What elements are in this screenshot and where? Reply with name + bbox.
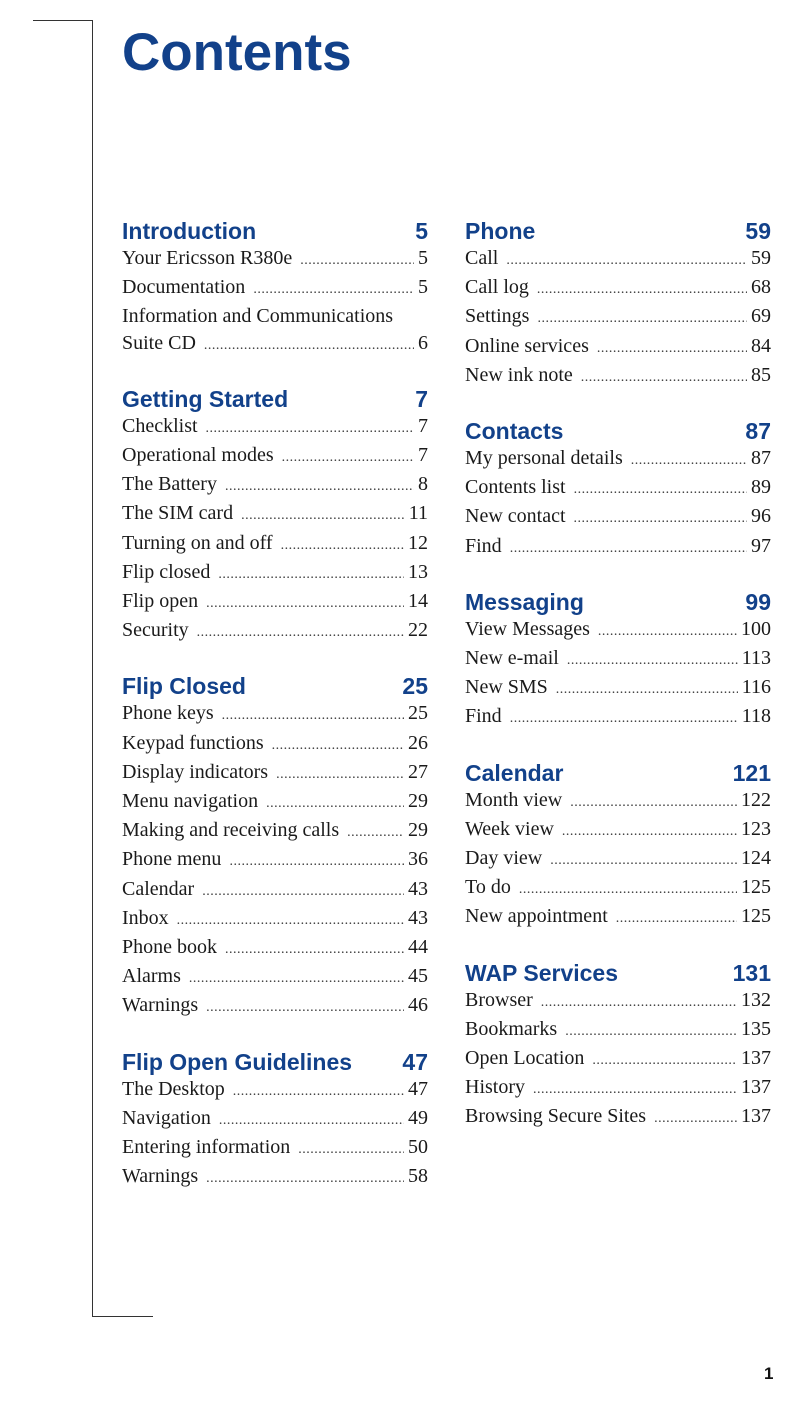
section-heading[interactable] xyxy=(465,218,771,245)
dot-leader xyxy=(225,937,404,963)
dot-leader xyxy=(219,1108,404,1134)
toc-entry-documentation[interactable] xyxy=(122,274,428,303)
toc-entry-page: 43 xyxy=(408,877,428,900)
dot-leader xyxy=(533,1077,737,1103)
toc-entry-page: 26 xyxy=(408,731,428,754)
toc-entry-display-indicators[interactable] xyxy=(122,759,428,788)
dot-leader xyxy=(616,906,737,932)
section-heading[interactable] xyxy=(122,386,428,413)
section-heading[interactable] xyxy=(465,760,771,787)
dot-leader xyxy=(222,703,404,729)
dot-leader xyxy=(581,365,747,391)
toc-entry-settings[interactable] xyxy=(465,303,771,332)
dot-leader xyxy=(510,536,747,562)
dot-leader xyxy=(537,277,747,303)
toc-entry-the-sim-card[interactable] xyxy=(122,500,428,529)
toc-entry-flip-open[interactable] xyxy=(122,588,428,617)
frame-top-line xyxy=(33,20,93,21)
toc-entry-security[interactable] xyxy=(122,617,428,646)
toc-entry-label: Phone book xyxy=(122,936,217,959)
section-page: 47 xyxy=(402,1048,428,1075)
toc-entry-page: 45 xyxy=(408,965,428,988)
toc-entry-label: New SMS xyxy=(465,676,548,699)
dot-leader xyxy=(272,733,404,759)
dot-leader xyxy=(537,306,747,332)
dot-leader xyxy=(202,879,404,905)
toc-entry-label: Warnings xyxy=(122,1165,199,1188)
toc-entry-page: 137 xyxy=(741,1076,771,1099)
section-title: Phone xyxy=(465,218,536,244)
toc-entry-new-appointment[interactable] xyxy=(465,903,771,932)
section-page: 99 xyxy=(745,588,771,615)
dot-leader xyxy=(206,995,404,1021)
toc-entry-page: 68 xyxy=(751,276,771,299)
dot-leader xyxy=(253,277,414,303)
toc-entry-page: 49 xyxy=(408,1106,428,1129)
toc-entry-label: To do xyxy=(465,876,511,899)
toc-entry-the-desktop[interactable] xyxy=(122,1076,428,1105)
toc-entry-page: 135 xyxy=(741,1017,771,1040)
toc-entry-page: 122 xyxy=(741,788,771,811)
toc-entry-label: Settings xyxy=(465,305,530,328)
section-heading[interactable] xyxy=(122,1049,428,1076)
toc-entry-page: 25 xyxy=(408,702,428,725)
toc-entry-label: New appointment xyxy=(465,905,608,928)
toc-entry-label: The Battery xyxy=(122,473,217,496)
section-title: WAP Services xyxy=(465,959,619,986)
section-title: Flip Open Guidelines xyxy=(122,1048,353,1075)
toc-entry-browsing-secure-sites[interactable] xyxy=(465,1103,771,1132)
section-page: 59 xyxy=(745,218,771,244)
section-title: Getting Started xyxy=(122,385,289,412)
toc-entry-page: 118 xyxy=(741,705,771,728)
section-page: 121 xyxy=(732,759,771,786)
toc-entry-history[interactable] xyxy=(465,1074,771,1103)
toc-entry-label: Display indicators xyxy=(122,760,269,783)
toc-section-phone xyxy=(465,218,771,391)
toc-entry-navigation[interactable] xyxy=(122,1105,428,1134)
toc-entry-label: Alarms xyxy=(122,965,181,988)
toc-entry-label: Navigation xyxy=(122,1106,211,1129)
toc-section-wap-services xyxy=(465,960,771,1133)
toc-entry-label: Find xyxy=(465,534,502,557)
toc-entry-page: 85 xyxy=(751,363,771,386)
toc-section-flip-open-guidelines xyxy=(122,1049,428,1193)
toc-entry-label: Your Ericsson R380e xyxy=(122,247,293,269)
toc-entry-call[interactable] xyxy=(465,245,771,274)
toc-entry-label: New contact xyxy=(465,505,566,528)
toc-entry-new-sms[interactable] xyxy=(465,674,771,703)
toc-entry-label: View Messages xyxy=(465,617,590,640)
toc-entry-find[interactable] xyxy=(465,703,771,732)
toc-entry-page: 100 xyxy=(741,617,771,640)
dot-leader xyxy=(300,248,414,274)
toc-entry-label: Open Location xyxy=(465,1047,585,1070)
toc-entry-wrapped-line[interactable]: Information and Communications xyxy=(122,305,394,328)
dot-leader xyxy=(565,1019,737,1045)
toc-entry-label: Flip closed xyxy=(122,560,211,583)
dot-leader xyxy=(233,1079,404,1105)
toc-entry-inbox[interactable] xyxy=(122,905,428,934)
toc-entry-label: New e-mail xyxy=(465,647,559,670)
toc-section-introduction xyxy=(122,218,428,359)
toc-entry-checklist[interactable] xyxy=(122,413,428,442)
frame-bottom-line xyxy=(92,1316,153,1317)
toc-section-contacts xyxy=(465,418,771,562)
toc-entry-label: Month view xyxy=(465,788,563,811)
toc-entry-label: Week view xyxy=(465,817,554,840)
section-heading[interactable] xyxy=(465,960,771,987)
toc-section-flip-closed xyxy=(122,673,428,1021)
toc-entry-label: Call log xyxy=(465,276,529,299)
toc-entry-label: Phone keys xyxy=(122,702,214,725)
toc-entry-label: History xyxy=(465,1076,525,1099)
toc-entry-page: 12 xyxy=(408,531,428,554)
toc-entry-page: 50 xyxy=(408,1136,428,1159)
dot-leader xyxy=(225,474,414,500)
dot-leader xyxy=(506,248,747,274)
toc-entry-label: Making and receiving calls xyxy=(122,819,340,842)
dot-leader xyxy=(562,819,737,845)
dot-leader xyxy=(218,562,404,588)
toc-entry-label: Warnings xyxy=(122,994,199,1017)
dot-leader xyxy=(282,445,414,471)
section-page: 131 xyxy=(732,959,771,986)
section-page: 7 xyxy=(415,385,428,412)
toc-right-column xyxy=(465,218,771,1160)
toc-entry-browser[interactable] xyxy=(465,987,771,1016)
toc-entry-page: 69 xyxy=(751,305,771,328)
toc-entry-page: 96 xyxy=(751,505,771,528)
toc-entry-page: 89 xyxy=(751,476,771,499)
dot-leader xyxy=(298,1137,404,1163)
toc-entry-page: 22 xyxy=(408,619,428,642)
toc-entry-page: 59 xyxy=(751,247,771,269)
dot-leader xyxy=(550,848,737,874)
toc-entry-label: Entering information xyxy=(122,1136,291,1159)
section-heading[interactable] xyxy=(122,673,428,700)
toc-entry-your-ericsson-r380e[interactable] xyxy=(122,245,428,274)
toc-entry-label: Turning on and off xyxy=(122,531,273,554)
toc-entry-page: 14 xyxy=(408,590,428,613)
toc-entry-calendar[interactable] xyxy=(122,876,428,905)
toc-entry-page: 7 xyxy=(418,414,428,437)
toc-left-column xyxy=(122,218,428,1219)
toc-entry-page: 44 xyxy=(408,936,428,959)
section-heading[interactable] xyxy=(465,589,771,616)
toc-entry-page: 6 xyxy=(418,331,428,354)
toc-entry-page: 123 xyxy=(741,817,771,840)
dot-leader xyxy=(177,908,404,934)
toc-entry-page: 137 xyxy=(741,1105,771,1128)
dot-leader xyxy=(570,790,737,816)
toc-entry-page: 43 xyxy=(408,906,428,929)
dot-leader xyxy=(206,416,414,442)
section-title: Calendar xyxy=(465,759,564,786)
toc-entry-label: Suite CD xyxy=(122,331,196,354)
toc-entry-bookmarks[interactable] xyxy=(465,1016,771,1045)
toc-entry-phone-book[interactable] xyxy=(122,934,428,963)
toc-entry-call-log[interactable] xyxy=(465,274,771,303)
toc-entry-page: 29 xyxy=(408,819,428,842)
toc-entry-alarms[interactable] xyxy=(122,963,428,992)
toc-entry-page: 116 xyxy=(741,676,771,699)
toc-entry-page: 8 xyxy=(418,473,428,496)
toc-entry-entering-information[interactable] xyxy=(122,1134,428,1163)
toc-entry-page: 7 xyxy=(418,444,428,467)
toc-entry-warnings[interactable] xyxy=(122,992,428,1021)
toc-entry-keypad-functions[interactable] xyxy=(122,730,428,759)
toc-entry-label: Online services xyxy=(465,334,589,357)
dot-leader xyxy=(567,648,738,674)
toc-entry-page: 36 xyxy=(408,848,428,871)
toc-entry-page: 87 xyxy=(751,447,771,470)
toc-entry-label: Browser xyxy=(465,988,533,1011)
dot-leader xyxy=(266,791,404,817)
dot-leader xyxy=(597,336,747,362)
dot-leader xyxy=(197,620,404,646)
toc-entry-day-view[interactable] xyxy=(465,845,771,874)
toc-entry-label: Menu navigation xyxy=(122,790,259,813)
section-title: Contacts xyxy=(465,418,564,445)
dot-leader xyxy=(204,333,414,359)
toc-entry-to-do[interactable] xyxy=(465,874,771,903)
page-title: Contents xyxy=(122,23,352,82)
toc-section-getting-started xyxy=(122,386,428,647)
dot-leader xyxy=(276,762,404,788)
toc-entry-page: 13 xyxy=(408,560,428,583)
section-page: 5 xyxy=(415,218,428,244)
toc-entry-label: Keypad functions xyxy=(122,731,264,754)
toc-entry-page: 46 xyxy=(408,994,428,1017)
toc-entry-label: Day view xyxy=(465,847,543,870)
section-title: Messaging xyxy=(465,588,584,615)
toc-entry-label: New ink note xyxy=(465,363,573,386)
toc-entry-turning-on-and-off[interactable] xyxy=(122,530,428,559)
toc-entry-my-personal-details[interactable] xyxy=(465,445,771,474)
toc-entry-page: 11 xyxy=(408,502,428,525)
toc-entry-label: Phone menu xyxy=(122,848,222,871)
toc-entry-page: 137 xyxy=(741,1047,771,1070)
toc-entry-label: Security xyxy=(122,619,189,642)
dot-leader xyxy=(281,533,404,559)
frame-vertical-line xyxy=(92,20,93,1317)
toc-entry-page: 124 xyxy=(741,847,771,870)
toc-entry-month-view[interactable] xyxy=(465,787,771,816)
toc-entry-page: 113 xyxy=(741,647,771,670)
toc-entry-view-messages[interactable] xyxy=(465,616,771,645)
toc-entry-warnings[interactable] xyxy=(122,1163,428,1192)
dot-leader xyxy=(189,966,404,992)
toc-entry-label: The Desktop xyxy=(122,1077,225,1100)
toc-entry-label: Bookmarks xyxy=(465,1017,558,1040)
toc-entry-page: 125 xyxy=(741,905,771,928)
toc-entry-label: Inbox xyxy=(122,906,169,929)
toc-entry-label: Operational modes xyxy=(122,444,274,467)
toc-entry-week-view[interactable] xyxy=(465,816,771,845)
toc-entry-label: The SIM card xyxy=(122,502,234,525)
toc-entry-making-and-receiving-calls[interactable] xyxy=(122,817,428,846)
toc-entry-page: 27 xyxy=(408,760,428,783)
section-heading[interactable] xyxy=(465,418,771,445)
dot-leader xyxy=(631,448,747,474)
toc-entry-page: 58 xyxy=(408,1165,428,1188)
toc-entry-page: 29 xyxy=(408,790,428,813)
toc-section-calendar xyxy=(465,760,771,933)
dot-leader xyxy=(229,849,404,875)
toc-entry-operational-modes[interactable] xyxy=(122,442,428,471)
toc-entry-online-services[interactable] xyxy=(465,333,771,362)
dot-leader xyxy=(592,1048,737,1074)
section-title: Flip Closed xyxy=(122,673,246,700)
toc-entry-label: Calendar xyxy=(122,877,195,900)
toc-entry-find[interactable] xyxy=(465,533,771,562)
toc-entry-page: 84 xyxy=(751,334,771,357)
toc-entry-flip-closed[interactable] xyxy=(122,559,428,588)
toc-entry-page: 47 xyxy=(408,1077,428,1100)
toc-entry-label: Call xyxy=(465,247,499,269)
toc-entry-open-location[interactable] xyxy=(465,1045,771,1074)
toc-entry-label: Find xyxy=(465,705,502,728)
toc-entry-menu-navigation[interactable] xyxy=(122,788,428,817)
toc-entry-page: 132 xyxy=(741,988,771,1011)
dot-leader xyxy=(519,877,737,903)
dot-leader xyxy=(574,477,747,503)
toc-entry-contents-list[interactable] xyxy=(465,474,771,503)
toc-entry-label: Checklist xyxy=(122,414,198,437)
toc-entry-new-contact[interactable] xyxy=(465,503,771,532)
dot-leader xyxy=(347,820,404,846)
dot-leader xyxy=(510,706,738,732)
section-heading[interactable] xyxy=(122,218,428,245)
toc-entry-page: 5 xyxy=(418,247,428,269)
dot-leader xyxy=(206,591,404,617)
toc-entry-label: Browsing Secure Sites xyxy=(465,1105,647,1128)
dot-leader xyxy=(206,1166,404,1192)
toc-entry-label: Documentation xyxy=(122,276,246,299)
toc-entry-phone-menu[interactable] xyxy=(122,846,428,875)
toc-entry-phone-keys[interactable] xyxy=(122,700,428,729)
section-title: Introduction xyxy=(122,218,257,244)
toc-entry-page: 5 xyxy=(418,276,428,299)
dot-leader xyxy=(574,506,747,532)
section-page: 87 xyxy=(745,418,771,445)
toc-entry-label: Flip open xyxy=(122,590,199,613)
toc-entry-new-e-mail[interactable] xyxy=(465,645,771,674)
dot-leader xyxy=(541,990,737,1016)
page-number: 1 xyxy=(764,1364,774,1383)
toc-section-messaging xyxy=(465,589,771,733)
toc-entry-page: 97 xyxy=(751,534,771,557)
dot-leader xyxy=(556,677,738,703)
toc-entry-the-battery[interactable] xyxy=(122,471,428,500)
toc-entry-label: My personal details xyxy=(465,447,623,470)
toc-entry-label: Contents list xyxy=(465,476,566,499)
toc-entry-new-ink-note[interactable] xyxy=(465,362,771,391)
toc-entry-page: 125 xyxy=(741,876,771,899)
dot-leader xyxy=(654,1106,737,1132)
toc-entry-suite-cd[interactable] xyxy=(122,330,428,359)
dot-leader xyxy=(241,503,405,529)
dot-leader xyxy=(598,619,737,645)
section-page: 25 xyxy=(402,673,428,700)
